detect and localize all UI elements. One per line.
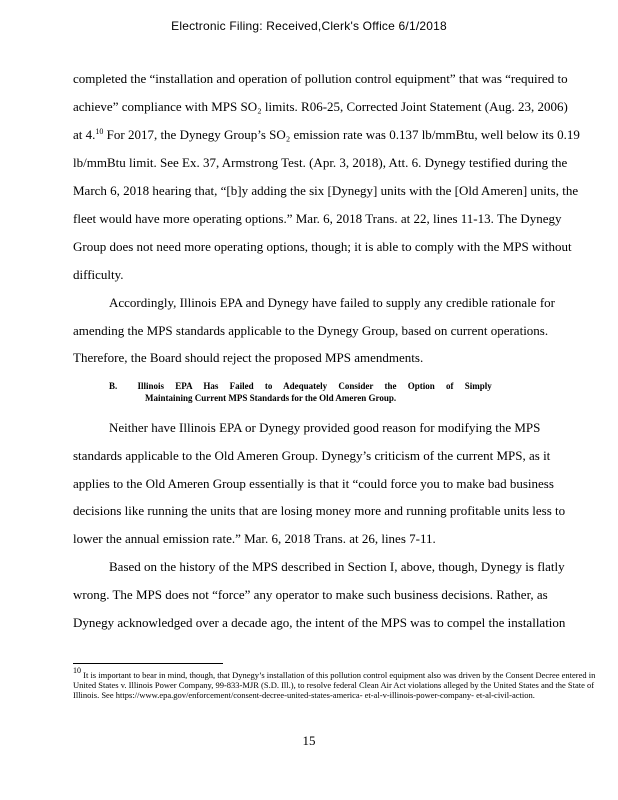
line-prefix: at 4. [73, 127, 96, 142]
body-line: wrong. The MPS does not “force” any operator to make such business decisions. Rather, as [73, 587, 548, 602]
body-line: lb/mmBtu limit. See Ex. 37, Armstrong Test. (Apr. 3, 2018), Att. 6. Dynegy testified during the [73, 155, 568, 170]
body-line: decisions like running the units that are losing money more and running profitable units less to [73, 503, 566, 518]
section-title-line1: Illinois EPA Has Failed to Adequately Consider the Option of Simply [137, 381, 492, 391]
body-line: Based on the history of the MPS described in Section I, above, though, Dynegy is flatly [109, 559, 565, 574]
body-line: achieve” compliance with MPS SO₂ limits. R06-25, Corrected Joint Statement (Aug. 23, 2006) [73, 99, 568, 114]
footnote-text: It is important to bear in mind, though, that Dynegy’s installation of this pollution control equipment also was driven by the Consent Decree entered in United States v. Illinois Power Company, 99-833-MJR (S.D. Ill.), to resolve federal Clean Air Act violations alleged by the United States and the State of Illinois. See https://www.epa.gov/enforcement/consent-decree-united-states-america- et-al-v-illinois-power-company- et-al-civil-action. [73, 670, 596, 700]
footnote [73, 666, 601, 700]
section-title-line2: Maintaining Current MPS Standards for the Old Ameren Group. [145, 393, 397, 403]
body-line: Therefore, the Board should reject the proposed MPS amendments. [73, 350, 424, 365]
page-number: 15 [302, 733, 316, 748]
body-line: Dynegy acknowledged over a decade ago, the intent of the MPS was to compel the installation [73, 615, 566, 630]
body-line: amending the MPS standards applicable to the Dynegy Group, based on current operations. [73, 323, 549, 338]
footnote-marker: 10 [73, 666, 81, 675]
filing-header: Electronic Filing: Received,Clerk's Office 6/1/2018 [171, 19, 447, 33]
footnote-ref: 10 [95, 127, 104, 136]
body-line: lower the annual emission rate.” Mar. 6, 2018 Trans. at 26, lines 7-11. [73, 531, 436, 546]
line-text: For 2017, the Dynegy Group’s SO₂ emission rate was 0.137 lb/mmBtu, well below its 0.19 [103, 127, 580, 142]
footnote-rule [73, 663, 223, 664]
body-line: Group does not need more operating options, though; it is able to comply with the MPS without [73, 239, 572, 254]
body-line: applies to the Old Ameren Group essentially is that it “could force you to make bad business [73, 476, 554, 491]
body-line: Accordingly, Illinois EPA and Dynegy have failed to supply any credible rationale for [109, 295, 555, 310]
body-line: Neither have Illinois EPA or Dynegy provided good reason for modifying the MPS [109, 420, 541, 435]
body-line: March 6, 2018 hearing that, “[b]y adding the six [Dynegy] units with the [Old Ameren] units, the [73, 183, 579, 198]
section-heading [109, 381, 492, 391]
body-line: fleet would have more operating options.” Mar. 6, 2018 Trans. at 22, lines 11-13. The Dynegy [73, 211, 562, 226]
body-line: standards applicable to the Old Ameren Group. Dynegy’s criticism of the current MPS, as it [73, 448, 551, 463]
body-line: difficulty. [73, 267, 124, 282]
section-label: B. [109, 381, 118, 391]
body-line: completed the “installation and operation of pollution control equipment” that was “required to [73, 71, 568, 86]
body-line-with-footnote [73, 127, 580, 143]
